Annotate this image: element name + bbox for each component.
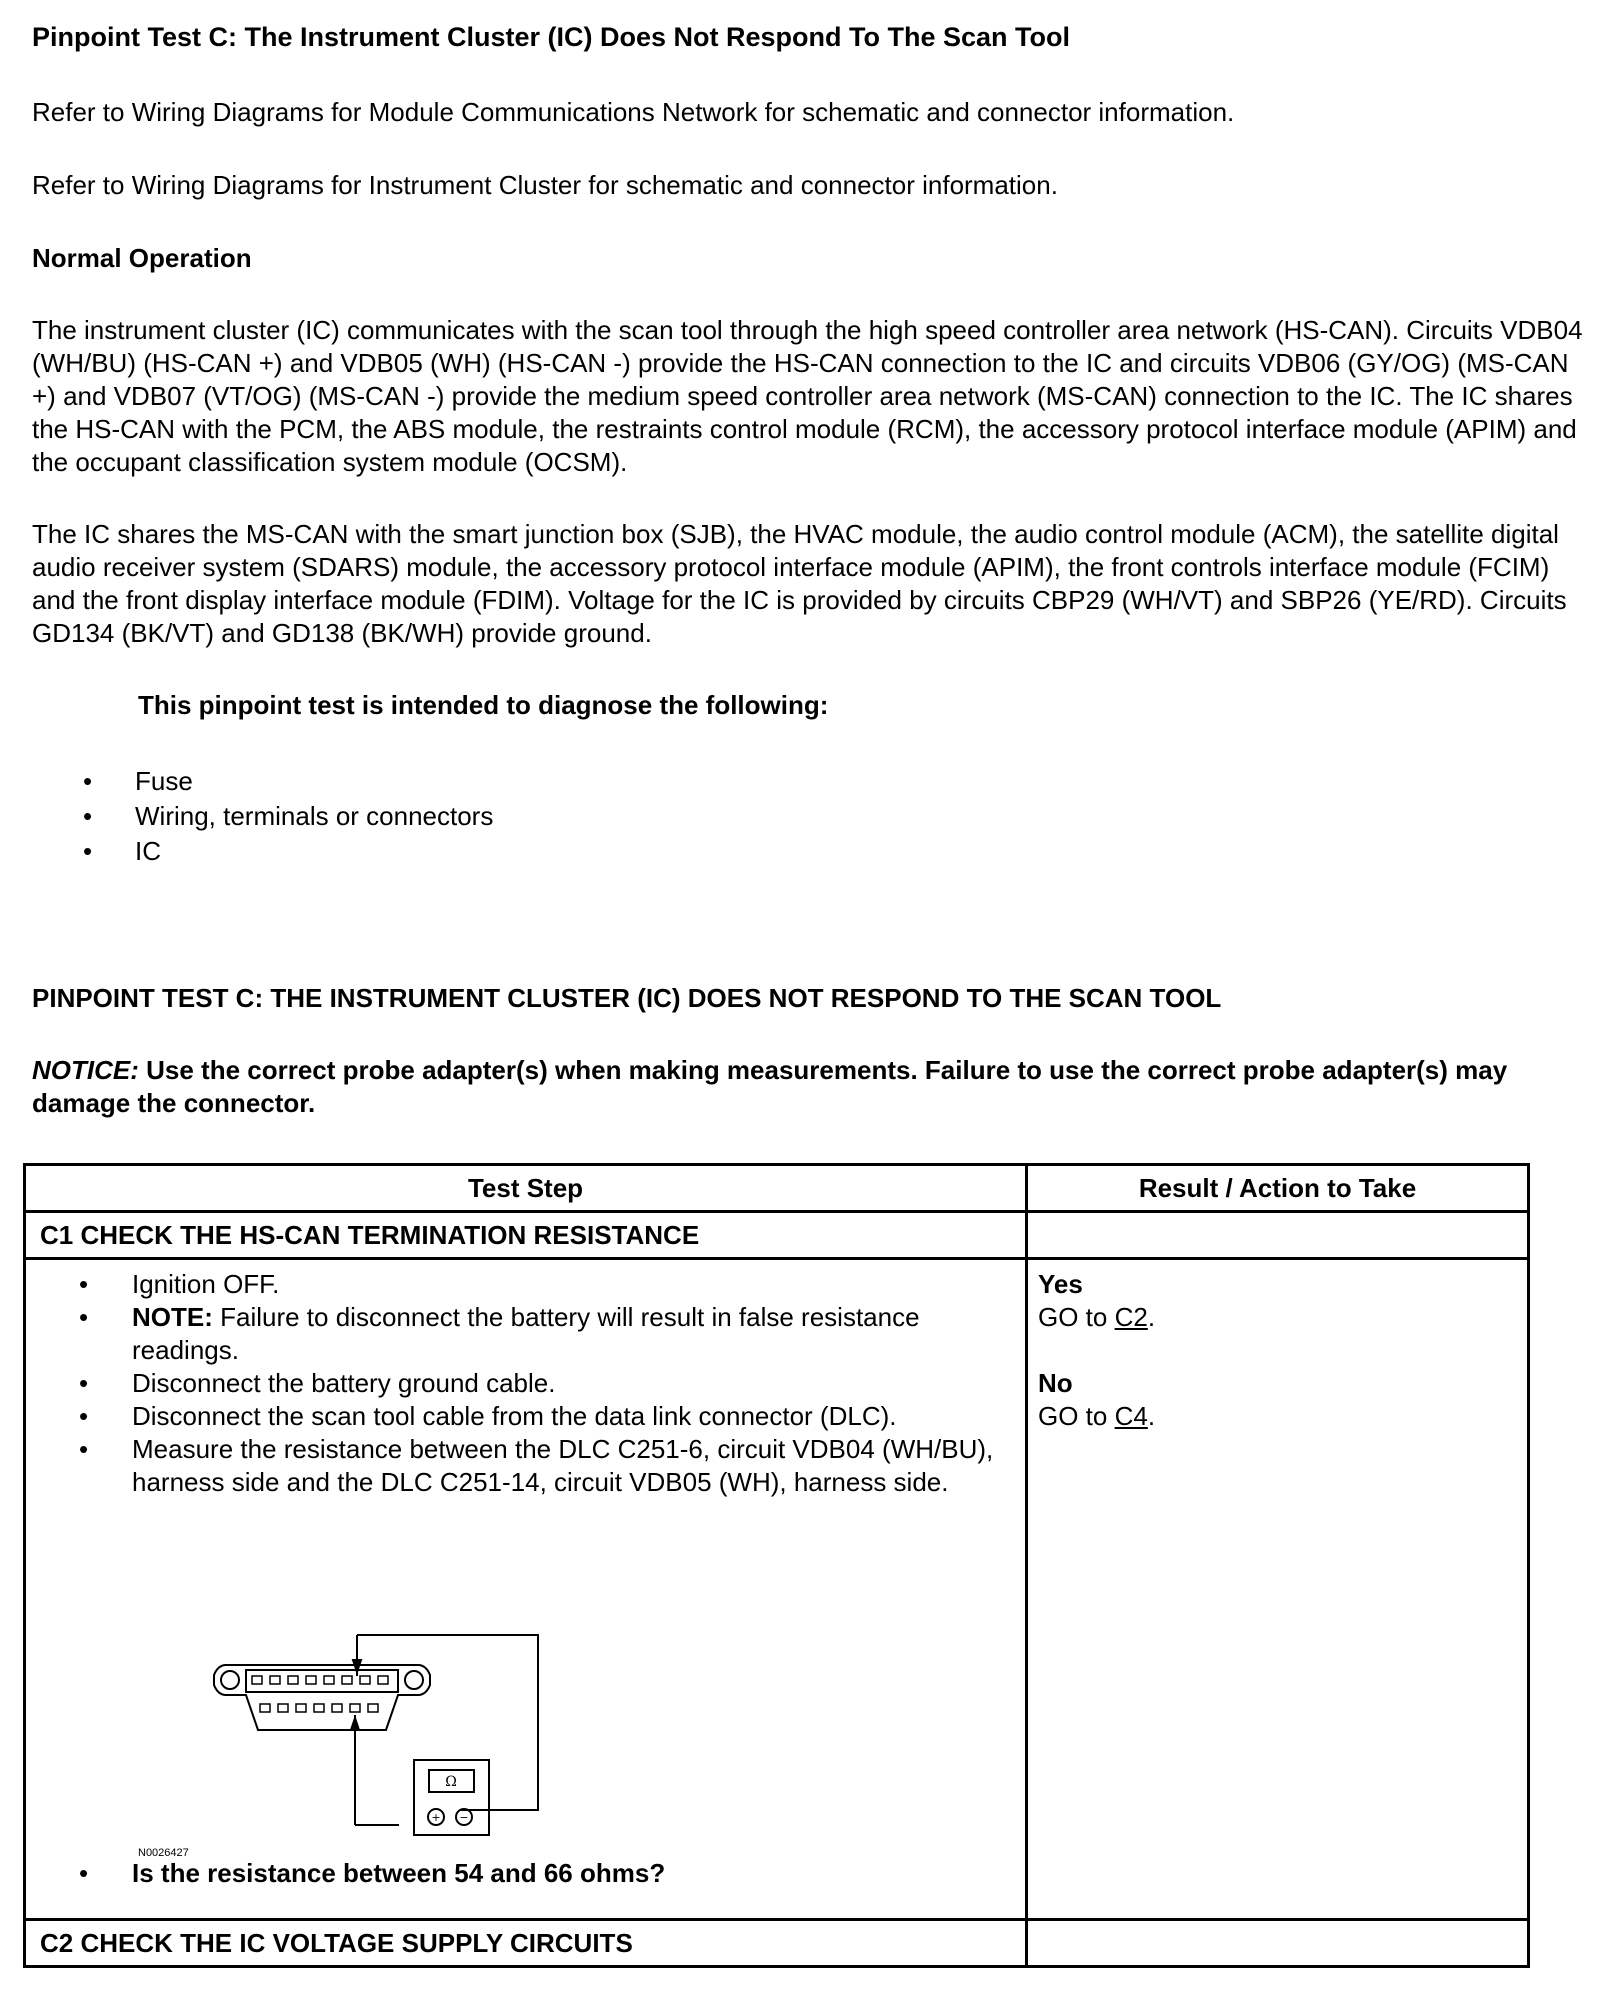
step-c1-title: C1 CHECK THE HS-CAN TERMINATION RESISTANCE [25, 1212, 1027, 1259]
svg-text:−: − [459, 1811, 469, 1824]
list-item: • Ignition OFF. [71, 1268, 1031, 1301]
step-c1-list [71, 1268, 1031, 1499]
list-item: • Disconnect the battery ground cable. [71, 1367, 1031, 1400]
notice [32, 1054, 1552, 1120]
figure-id: N0026427 [138, 1847, 189, 1859]
list-item: • Is the resistance between 54 and 66 ohms? [71, 1858, 665, 1889]
connector-face [246, 1670, 398, 1692]
step-c2-title: C2 CHECK THE IC VOLTAGE SUPPLY CIRCUITS [25, 1920, 1027, 1967]
mount-hole-left [221, 1671, 239, 1689]
step-c1-instructions [25, 1259, 1027, 1920]
normal-operation-paragraph-2: The IC shares the MS-CAN with the smart junction box (SJB), the HVAC module, the audio control module (ACM), the satellite digital audio receiver system (SDARS) module, the accessory protocol interface module (APIM), the front controls interface module (FCIM) and the front display interface module (FDIM). Voltage for the IC is provided by circuits CBP29 (WH/VT) and SBP26 (YE/RD). Circuits GD134 (BK/VT) and GD138 (BK/WH) provide ground. [32, 519, 1567, 648]
ohm-symbol: Ω [445, 1774, 457, 1790]
result-yes-action: GO to C2. [1038, 1302, 1156, 1332]
reference-cluster: Refer to Wiring Diagrams for Instrument Cluster for schematic and connector information. [32, 170, 1058, 200]
list-item [71, 1301, 1031, 1367]
list-item: • Wiring, terminals or connectors [83, 799, 493, 834]
step-c1-question [71, 1858, 665, 1889]
result-no-action: GO to C4. [1038, 1401, 1156, 1431]
link-c2[interactable]: C2 [1114, 1302, 1148, 1332]
normal-operation-paragraph-1: The instrument cluster (IC) communicates with the scan tool through the high speed controller area network (HS-CAN). Circuits VDB04 (WH/BU) (HS-CAN +) and VDB05 (WH) (HS-CAN -) provide the HS-CAN connection to the IC and circuits VDB06 (GY/OG) (MS-CAN +) and VDB07 (VT/OG) (MS-CAN -) provide the medium speed controller area network (MS-CAN) connection to the IC. The IC shares the HS-CAN with the PCM, the ABS module, the restraints control module (RCM), the accessory protocol interface module (APIM) and the occupant classification system module (OCSM). [32, 315, 1583, 477]
notice-label: NOTICE: [32, 1055, 139, 1085]
column-header-test-step: Test Step [25, 1165, 1027, 1212]
note-text: Failure to disconnect the battery will result in false resistance readings. [132, 1302, 920, 1365]
link-c4[interactable]: C4 [1114, 1401, 1148, 1431]
normal-operation-heading: Normal Operation [32, 243, 252, 273]
notice-text: Use the correct probe adapter(s) when making measurements. Failure to use the correct probe adapter(s) may damage the connector. [32, 1055, 1508, 1118]
test-heading: PINPOINT TEST C: THE INSTRUMENT CLUSTER (IC) DOES NOT RESPOND TO THE SCAN TOOL [32, 983, 1222, 1013]
column-header-result: Result / Action to Take [1027, 1165, 1529, 1212]
page-title: Pinpoint Test C: The Instrument Cluster (IC) Does Not Respond To The Scan Tool [32, 22, 1071, 52]
step-c2-result-header [1027, 1920, 1529, 1967]
step-c1-result [1027, 1259, 1529, 1920]
test-steps-table [23, 1163, 1530, 1968]
diagnose-list [83, 764, 493, 869]
list-item: • Disconnect the scan tool cable from the data link connector (DLC). [71, 1400, 1031, 1433]
list-item: • Measure the resistance between the DLC C251-6, circuit VDB04 (WH/BU), harness side and the DLC C251-14, circuit VDB05 (WH), harness side. [71, 1433, 1031, 1499]
note-label: NOTE: [132, 1302, 213, 1332]
list-item: • Fuse [83, 764, 493, 799]
ohmmeter-body [414, 1760, 489, 1835]
result-yes-label: Yes [1038, 1269, 1083, 1299]
step-c1-result-header [1027, 1212, 1529, 1259]
dlc-measurement-diagram [186, 1580, 566, 1840]
mount-hole-right [405, 1671, 423, 1689]
result-no-label: No [1038, 1368, 1073, 1398]
diagnose-heading: This pinpoint test is intended to diagnose the following: [138, 690, 829, 720]
list-item: • IC [83, 834, 493, 869]
reference-network: Refer to Wiring Diagrams for Module Communications Network for schematic and connector information. [32, 97, 1235, 127]
svg-text:+: + [431, 1811, 441, 1824]
